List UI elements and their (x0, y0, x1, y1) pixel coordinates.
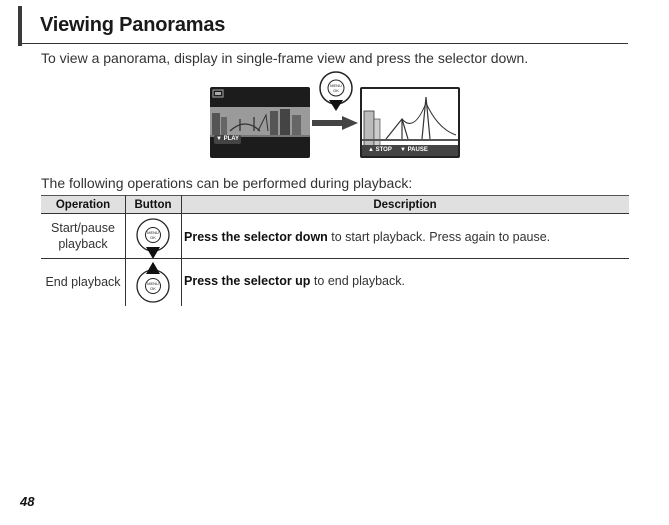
svg-text:MENU: MENU (147, 281, 159, 286)
desc-bold-end: Press the selector up (184, 274, 311, 288)
selector-down-icon (132, 216, 174, 260)
play-label: PLAY (223, 136, 240, 142)
stop-hint: ▲ STOP (368, 147, 392, 153)
header-divider (41, 213, 629, 214)
panorama-thumbnail-dark (210, 87, 310, 158)
heading-divider (22, 43, 628, 44)
camera-screen-playback (360, 87, 460, 158)
intro-text: To view a panorama, display in single-frame view and press the selector down. (41, 50, 529, 66)
operation-end-playback: End playback (45, 275, 121, 289)
svg-text:OK: OK (150, 235, 156, 240)
column-divider-1 (125, 195, 126, 306)
table-row-1-description (184, 230, 550, 244)
table-row-1-operation (41, 220, 125, 252)
arrow-right-icon (312, 116, 358, 130)
table-row-2-description (184, 274, 405, 288)
selector-down-icon (316, 70, 356, 112)
selector-up-icon (132, 261, 174, 305)
heading-accent-bar (18, 6, 22, 46)
play-hint: ▼ PLAY (216, 136, 240, 142)
header-description: Description (373, 199, 437, 211)
pause-hint: ▼ PAUSE (400, 147, 428, 153)
page-number: 48 (20, 494, 35, 509)
desc-rest-end: to end playback. (310, 274, 405, 288)
svg-text:OK: OK (150, 286, 156, 291)
desc-rest-start: to start playback. Press again to pause. (327, 230, 551, 244)
camera-screen-single-frame (210, 87, 310, 158)
row-divider (41, 258, 629, 259)
svg-text:OK: OK (333, 88, 339, 93)
svg-text:MENU: MENU (147, 230, 159, 235)
page-title: Viewing Panoramas (40, 14, 226, 36)
operation-start-pause: Start/pause playback (51, 221, 115, 251)
column-divider-2 (181, 195, 182, 306)
pause-label: PAUSE (407, 147, 428, 153)
stop-label: STOP (375, 147, 392, 153)
header-operation: Operation (55, 199, 111, 211)
header-button: Button (134, 199, 172, 211)
table-row-2-operation (41, 274, 125, 290)
table-header (41, 195, 629, 214)
desc-bold-start: Press the selector down (184, 230, 328, 244)
operations-intro: The following operations can be performed during playback: (41, 175, 413, 191)
svg-text:MENU: MENU (330, 83, 342, 88)
panorama-illustration (210, 70, 465, 165)
